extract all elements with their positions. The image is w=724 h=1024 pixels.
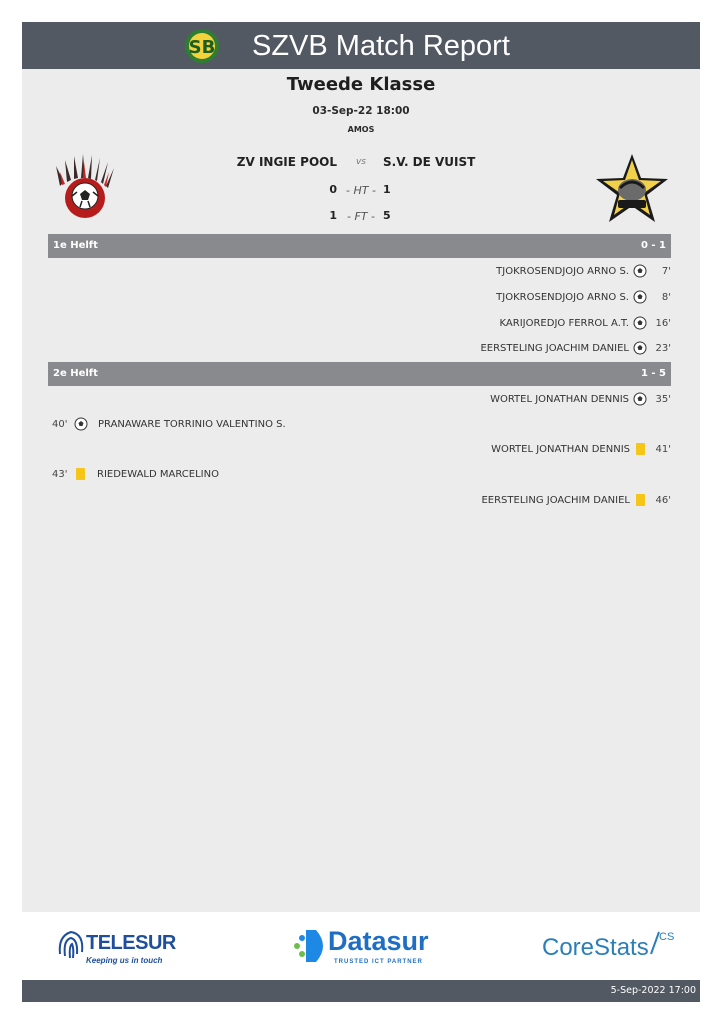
event-row [491, 443, 671, 455]
match-datetime: 03-Sep-22 18:00 [312, 105, 410, 117]
player-name: TJOKROSENDJOJO ARNO S. [496, 265, 629, 277]
telesur-tagline: Keeping us in touch [86, 956, 163, 965]
event-row [52, 468, 219, 480]
printed-timestamp: 5-Sep-2022 17:00 [610, 985, 696, 996]
match-report-page [22, 22, 700, 1002]
half-score: 0 - 1 [640, 240, 666, 251]
event-minute: 43' [52, 468, 68, 480]
svg-text:SB: SB [188, 37, 216, 58]
yellow-card-icon [636, 443, 645, 455]
event-minute: 40' [52, 418, 68, 430]
event-row [52, 417, 286, 431]
fulltime-home-score: 1 [329, 209, 337, 222]
goal-ball-icon [633, 290, 647, 304]
datasur-mark-icon [292, 926, 332, 966]
halftime-away-score: 1 [383, 183, 391, 196]
telesur-name: TELESUR [86, 932, 176, 954]
half-score: 1 - 5 [640, 368, 666, 379]
player-name: EERSTELING JOACHIM DANIEL [480, 342, 629, 354]
sponsor-band [22, 912, 700, 980]
report-header-bar [22, 22, 700, 69]
event-row [481, 494, 671, 506]
event-minute: 35' [655, 393, 671, 405]
away-team-name: S.V. DE VUIST [383, 155, 476, 169]
goal-ball-icon [74, 417, 88, 431]
yellow-card-icon [636, 494, 645, 506]
event-row [490, 392, 671, 406]
home-team-name: ZV INGIE POOL [236, 155, 337, 169]
player-name: WORTEL JONATHAN DENNIS [490, 393, 629, 405]
event-row [500, 316, 671, 330]
event-row [496, 264, 671, 278]
datasur-logo [292, 924, 432, 972]
player-name: WORTEL JONATHAN DENNIS [491, 443, 630, 455]
goal-ball-icon [633, 341, 647, 355]
szvb-logo [180, 27, 224, 65]
vs-label: vs [355, 157, 366, 167]
player-name: KARIJOREDJO FERROL A.T. [499, 317, 629, 329]
event-minute: 16' [655, 317, 671, 329]
half-label: 2e Helft [53, 368, 98, 379]
event-row [480, 341, 671, 355]
event-minute: 23' [655, 342, 671, 354]
halftime-home-score: 0 [329, 183, 337, 196]
player-name: RIEDEWALD MARCELINO [97, 468, 219, 480]
goal-ball-icon [633, 316, 647, 330]
half-header-first [48, 234, 671, 258]
player-name: TJOKROSENDJOJO ARNO S. [496, 291, 629, 303]
event-minute: 46' [655, 494, 671, 506]
home-team-crest [50, 152, 120, 224]
halftime-label: - HT - [346, 184, 376, 197]
player-name: EERSTELING JOACHIM DANIEL [481, 494, 630, 506]
division-name: Tweede Klasse [286, 74, 436, 95]
datasur-name: Datasur [328, 926, 429, 956]
goal-ball-icon [633, 264, 647, 278]
event-minute: 7' [661, 265, 671, 277]
fingerprint-icon [56, 924, 86, 964]
corestats-name: CoreStats [542, 934, 649, 961]
half-label: 1e Helft [53, 240, 98, 251]
half-header-second [48, 362, 671, 386]
corestats-badge: CS [659, 931, 675, 943]
fulltime-away-score: 5 [383, 209, 391, 222]
event-row [496, 290, 671, 304]
player-name: PRANAWARE TORRINIO VALENTINO S. [98, 418, 286, 430]
event-minute: 41' [655, 443, 671, 455]
event-minute: 8' [661, 291, 671, 303]
corestats-logo [542, 930, 682, 966]
datasur-tagline: TRUSTED ICT PARTNER [334, 959, 423, 965]
goal-ball-icon [633, 392, 647, 406]
match-venue: AMOS [347, 125, 375, 134]
telesur-logo [56, 924, 176, 972]
fulltime-label: - FT - [347, 210, 375, 223]
yellow-card-icon [76, 468, 85, 480]
report-footer-bar [22, 980, 700, 1002]
report-title: SZVB Match Report [252, 30, 510, 62]
away-team-crest [594, 152, 670, 224]
